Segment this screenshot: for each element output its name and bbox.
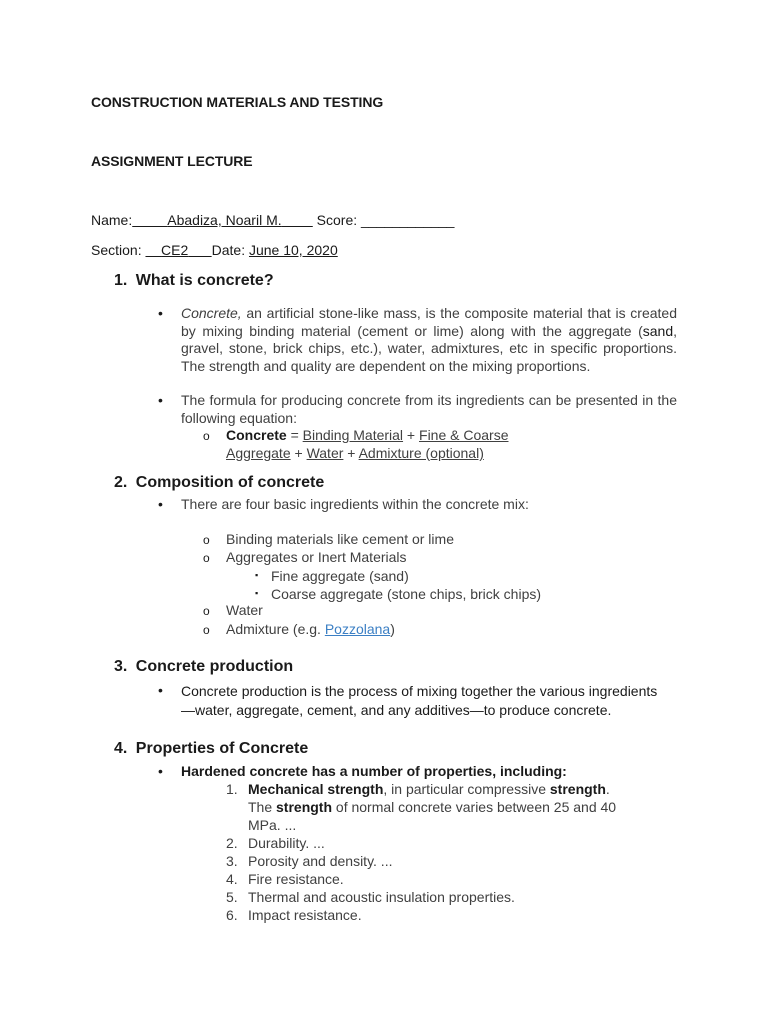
bullet-icon: • — [158, 392, 163, 408]
circle-bullet-icon: o — [203, 551, 210, 565]
circle-bullet-icon: o — [203, 623, 210, 637]
list-item: Fine aggregate (sand) — [271, 568, 409, 584]
circle-bullet-icon: o — [203, 429, 210, 443]
section-1-number: 1. — [114, 272, 128, 289]
course-title: CONSTRUCTION MATERIALS AND TESTING — [91, 94, 384, 110]
name-label: Name: — [91, 212, 133, 228]
formula-intro: The formula for producing concrete from its ingredients can be presented in the following equation: — [181, 392, 677, 426]
section-line — [91, 242, 338, 258]
concrete-definition: Concrete, an artificial stone-like mass, is the composite material that is created by mixing binding material (cement or lime) along with the aggregate (sand, gravel, stone, brick chips, etc.), water, admixtures, etc in specific proportions. The strength and quality are dependent on the mixing proportions. — [181, 305, 677, 374]
section-1-heading — [114, 272, 274, 290]
circle-bullet-icon: o — [203, 533, 210, 547]
section-value: CE2 — [161, 242, 189, 258]
bullet-icon: • — [158, 763, 163, 779]
square-bullet-icon: ▪ — [255, 588, 259, 598]
section-label: Section: — [91, 242, 142, 258]
list-item: Aggregates or Inert Materials — [226, 549, 407, 565]
list-item-continued: The strength of normal concrete varies between 25 and 40 — [248, 799, 617, 815]
list-number: 5. — [226, 889, 238, 905]
bullet-icon: • — [158, 682, 163, 698]
date-label: Date: — [211, 242, 246, 258]
list-number: 6. — [226, 907, 238, 923]
section-2-heading: 2. Composition of concrete — [114, 474, 325, 491]
bullet-icon: • — [158, 305, 163, 321]
list-item: Durability. ... — [248, 835, 325, 851]
list-item: Impact resistance. — [248, 907, 362, 923]
formula-line-2: Aggregate + Water + Admixture (optional) — [226, 445, 484, 461]
square-bullet-icon: ▪ — [255, 570, 259, 580]
bullet-icon: • — [158, 496, 163, 512]
section-3-heading: 3. Concrete production — [114, 658, 294, 675]
list-number: 3. — [226, 853, 238, 869]
list-item: Thermal and acoustic insulation properties. — [248, 889, 515, 905]
list-number: 4. — [226, 871, 238, 887]
pozzolana-link[interactable]: Pozzolana — [324, 621, 391, 637]
list-number: 1. — [226, 781, 238, 797]
list-item: Binding materials like cement or lime — [226, 531, 454, 547]
list-item-continued: MPa. ... — [248, 817, 297, 833]
formula-line-1: Concrete = Binding Material + Fine & Coarse — [226, 427, 509, 443]
score-label: Score: — [316, 212, 358, 228]
list-item: Water — [226, 602, 263, 618]
ingredients-intro: There are four basic ingredients within the concrete mix: — [181, 496, 529, 512]
assignment-title: ASSIGNMENT LECTURE — [91, 153, 253, 169]
list-number: 2. — [226, 835, 238, 851]
properties-intro: Hardened concrete has a number of properties, including: — [181, 763, 567, 779]
list-item: Admixture (e.g. Pozzolana) — [226, 621, 395, 637]
list-item: Mechanical strength, in particular compressive strength. — [248, 781, 610, 797]
list-item: Coarse aggregate (stone chips, brick chips) — [271, 586, 542, 602]
name-line — [91, 212, 454, 228]
score-blank: ____________ — [361, 212, 455, 228]
section-4-heading: 4. Properties of Concrete — [114, 740, 309, 757]
circle-bullet-icon: o — [203, 604, 210, 618]
list-item: Fire resistance. — [248, 871, 344, 887]
date-value: June 10, 2020 — [248, 242, 338, 258]
section-1-title: What is concrete? — [135, 272, 274, 289]
name-value: ​ Abadiza, Noaril M. — [132, 212, 282, 228]
list-item: Porosity and density. ... — [248, 853, 393, 869]
production-text: Concrete production is the process of mixing together the various ingredients—water, aggregate, cement, and any additives—to produce concrete. — [181, 683, 658, 718]
